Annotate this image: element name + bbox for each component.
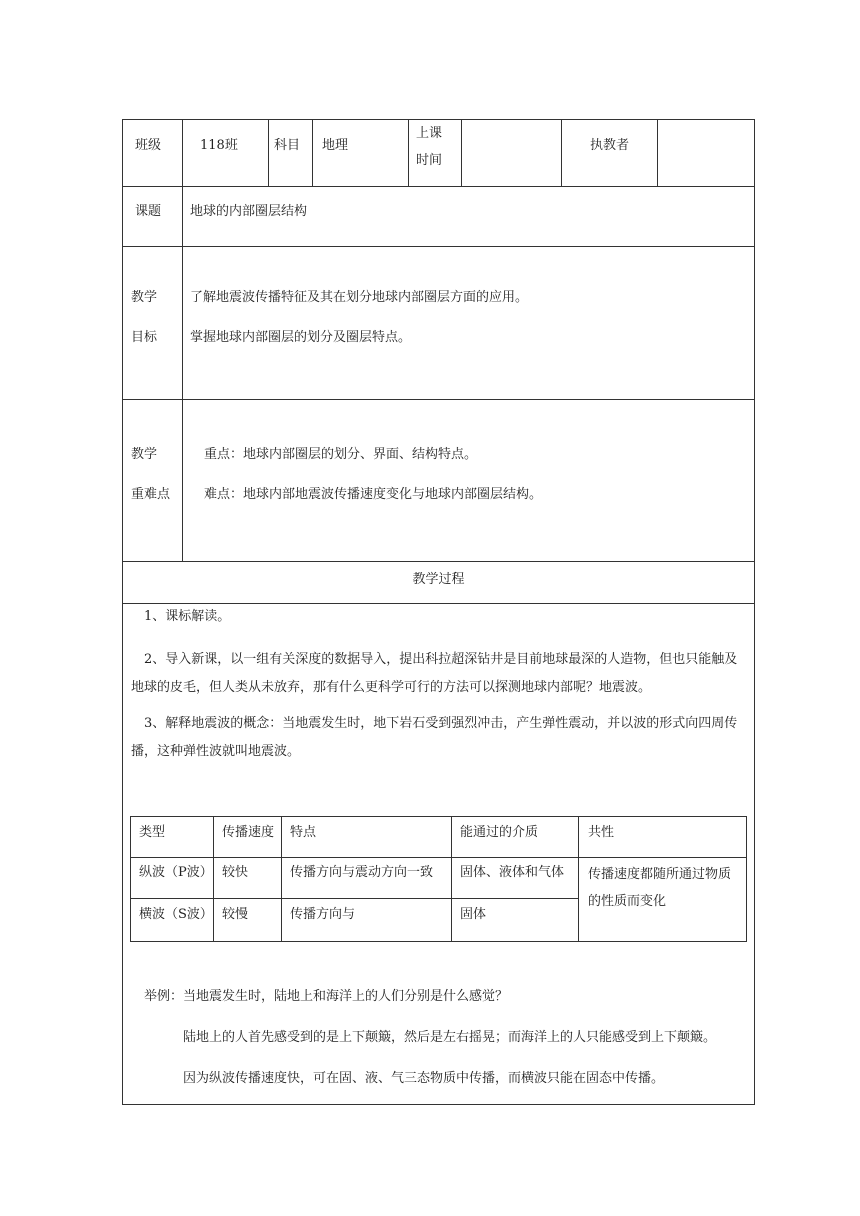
wave-table-cell: 较快 xyxy=(222,865,249,880)
wave-table-header: 能通过的介质 xyxy=(460,825,539,840)
example-answer: 陆地上的人首先感受到的是上下颠簸，然后是左右摇晃；而海洋上的人只能感受到上下颠簸。 xyxy=(183,1030,717,1045)
objective-line: 掌握地球内部圈层的划分及圈层特点。 xyxy=(190,330,412,345)
keypoint-line: 难点：地球内部地震波传播速度变化与地球内部圈层结构。 xyxy=(204,487,543,502)
wave-table-cell: 固体 xyxy=(460,907,487,922)
time-label-line1: 上课 xyxy=(416,126,443,141)
wave-table-cell: 传播方向与震动方向一致 xyxy=(290,865,434,880)
class-label: 班级 xyxy=(135,138,162,153)
class-value: 118班 xyxy=(200,138,238,153)
topic-label: 课题 xyxy=(135,204,162,219)
objectives-label-line2: 目标 xyxy=(131,330,158,345)
process-title: 教学过程 xyxy=(412,572,465,587)
topic-value: 地球的内部圈层结构 xyxy=(190,204,308,219)
wave-table-header: 特点 xyxy=(290,825,317,840)
process-step-2: 2、导入新课，以一组有关深度的数据导入，提出科拉超深钻井是目前地球最深的人造物，但也只能触及地球的皮毛，但人类从未放弃，那有什么更科学可行的方法可以探测地球内部呢？地震波。 xyxy=(131,652,738,695)
wave-table-header: 类型 xyxy=(139,825,166,840)
wave-table-cell: 固体、液体和气体 xyxy=(460,865,565,880)
subject-label: 科目 xyxy=(274,138,301,153)
wave-table-header: 传播速度 xyxy=(222,825,275,840)
time-label-line2: 时间 xyxy=(416,153,443,168)
wave-table-cell: 纵波（P波） xyxy=(139,865,213,880)
subject-value: 地理 xyxy=(322,138,349,153)
wave-table-common-cell: 传播速度都随所通过物质的性质而变化 xyxy=(588,867,732,909)
wave-table-cell: 较慢 xyxy=(222,907,249,922)
wave-table-cell: 横波（S波） xyxy=(139,907,213,922)
wave-table-cell: 传播方向与 xyxy=(290,907,356,922)
objective-line: 了解地震波传播特征及其在划分地球内部圈层方面的应用。 xyxy=(190,290,529,305)
example-answer: 因为纵波传播速度快，可在固、液、气三态物质中传播，而横波只能在固态中传播。 xyxy=(183,1071,665,1086)
process-step-3: 3、解释地震波的概念：当地震发生时，地下岩石受到强烈冲击，产生弹性震动，并以波的形式向四周传播，这种弹性波就叫地震波。 xyxy=(131,716,738,759)
objectives-label-line1: 教学 xyxy=(131,290,158,305)
example-question: 举例：当地震发生时，陆地上和海洋上的人们分别是什么感觉？ xyxy=(144,989,509,1004)
teacher-label: 执教者 xyxy=(590,138,630,153)
process-step-1: 1、课标解读。 xyxy=(144,609,231,624)
wave-table-header: 共性 xyxy=(588,825,615,840)
keypoint-line: 重点：地球内部圈层的划分、界面、结构特点。 xyxy=(204,447,478,462)
keypoints-label-line1: 教学 xyxy=(131,447,158,462)
keypoints-label-line2: 重难点 xyxy=(131,487,171,502)
